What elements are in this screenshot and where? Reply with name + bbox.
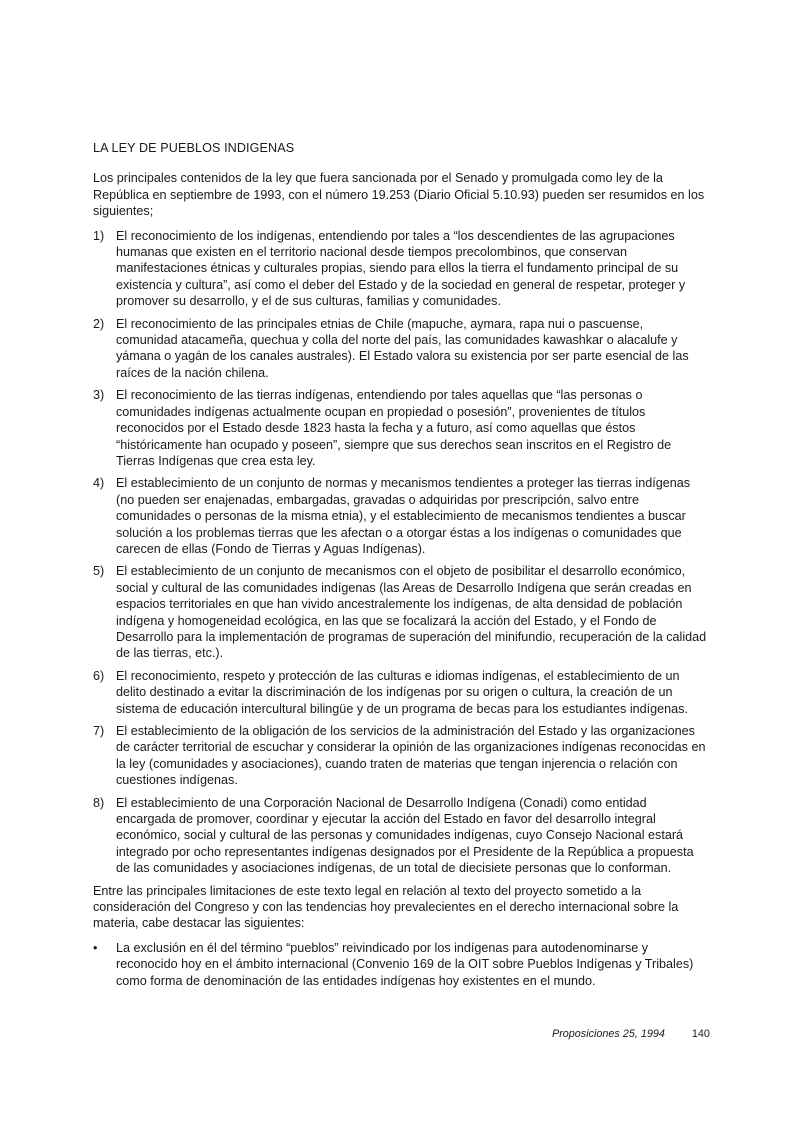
list-item-number: 8) (93, 795, 105, 810)
list-item-text: El establecimiento de un conjunto de mecanismos con el objeto de posibilitar el desarrollo económico, social y cultural de las comunidades indígenas (las Areas de Desarrollo Indígena que serán creadas en espacios territoriales en que han vivido ancestralemente los indígenas, de alta densidad de población indígena y homogeneidad ecológica, en las que se focalizará la acción del Estado, y el Fondo de Desarrollo para la implementación de programas de superación del minifundio, recuperación de la calidad de las tierras, etc.). (116, 564, 707, 661)
list-item (93, 316, 708, 382)
numbered-list (93, 228, 708, 877)
list-item-number: 7) (93, 724, 105, 738)
list-item-text: El reconocimiento de las principales etnias de Chile (mapuche, aymara, rapa nui o pascuense, comunidad atacameña, quechua y colla del norte del país, las comunidades kawashkar o alacalufe y yámana o yagán de los canales australes). El Estado valora su existencia por ser parte esencial de las raíces de la nación chilena. (116, 316, 689, 380)
list-item-number: 6) (93, 668, 105, 683)
list-item-number: 3) (93, 388, 105, 403)
list-item (93, 668, 708, 717)
closing-paragraph: Entre las principales limitaciones de este texto legal en relación al texto del proyecto sometido a la consideración del Congreso y con las tendencias hoy prevalecientes en el derecho internacional sobre la materia, cabe destacar las siguientes: (93, 883, 679, 931)
list-item (93, 795, 708, 877)
list-item (93, 723, 708, 789)
bullet-item-text: La exclusión en él del término “pueblos” reivindicado por los indígenas para autodenominarse y reconocido hoy en el ámbito internacional (Convenio 169 de la OIT sobre Pueblos Indígenas y Tribales) como forma de denominación de las entidades indígenas hoy existentes en el mundo. (116, 940, 694, 988)
list-item (93, 563, 708, 661)
list-item-text: El establecimiento de un conjunto de normas y mecanismos tendientes a proteger las tierras indígenas (no pueden ser enajenadas, embargadas, gravadas o adquiridas por prescripción, salvo entre comunidades o personas de la misma etnia), y el establecimiento de mecanismos tendientes a buscar solución a los problemas tierras que les afectan o a otorgar éstas a los indígenas o comunidades que carecen de ellas (Fondo de Tierras y Aguas Indígenas). (116, 476, 691, 556)
list-item-text: El establecimiento de la obligación de los servicios de la administración del Estado y las organizaciones de carácter territorial de escuchar y considerar la opinión de las organizaciones indígenas reconocidas en la ley (comunidades y asociaciones), cuando traten de materias que tengan injerencia o relación con cuestiones indígenas. (116, 724, 706, 788)
list-item (93, 387, 708, 469)
list-item (93, 475, 708, 557)
list-item-number: 1) (93, 228, 105, 243)
intro-paragraph: Los principales contenidos de la ley que fuera sancionada por el Senado y promulgada como ley de la República en septiembre de 1993, con el número 19.253 (Diario Oficial 5.10.93) pueden ser resumidos en los siguientes; (93, 171, 705, 219)
list-item-text: El establecimiento de una Corporación Nacional de Desarrollo Indígena (Conadi) como entidad encargada de promover, coordinar y ejecutar la acción del Estado en favor del desarrollo integral económico, social y cultural de las personas y comunidades indígenas, cuyo Consejo Nacional estará integrado por ocho representantes indígenas designados por el Presidente de la República a propuesta de las comunidades y asociaciones indígenas, de un total de diecisiete personas que lo conforman. (116, 795, 694, 876)
bullet-list-item (93, 940, 708, 989)
list-item-text: El reconocimiento, respeto y protección de las culturas e idiomas indígenas, el establecimiento de un delito destinado a evitar la discriminación de los indígenas por su origen o cultura, la creación de un sistema de educación intercultural bilingüe y de un programa de becas para los estudiantes indígenas. (116, 668, 688, 716)
document-title: LA LEY DE PUEBLOS INDIGENAS (93, 141, 295, 155)
list-item-number: 5) (93, 564, 105, 579)
list-item-text: El reconocimiento de las tierras indígenas, entendiendo por tales aquellas que “las personas o comunidades indígenas actualmente ocupan en propiedad o posesión”, provenientes de títulos reconocidos por el Estado desde 1823 hasta la fecha y a futuro, así como aquellas que éstos “históricamente han ocupado y poseen”, siempre que sus derechos sean inscritos en el Registro de Tierras Indígenas que crea esta ley. (116, 388, 672, 468)
list-item-number: 4) (93, 476, 105, 491)
document-page (93, 140, 708, 989)
page-footer (552, 1028, 710, 1040)
page-number: 140 (691, 1028, 710, 1040)
list-item-text: El reconocimiento de los indígenas, entendiendo por tales a “los descendientes de las agrupaciones humanas que existen en el territorio nacional desde tiempos precolombinos, que conservan manifestaciones étnicas y culturales propias, siendo para ellos la tierra el fundamento principal de su existencia y cultura”, así como el deber del Estado y de la sociedad en general de respetar, proteger y promover su desarrollo, y el de sus culturas, familias y comunidades. (116, 228, 686, 309)
list-item-number: 2) (93, 316, 105, 331)
list-item (93, 228, 708, 310)
bullet-icon: • (93, 940, 98, 955)
journal-citation: Proposiciones 25, 1994 (552, 1028, 665, 1040)
